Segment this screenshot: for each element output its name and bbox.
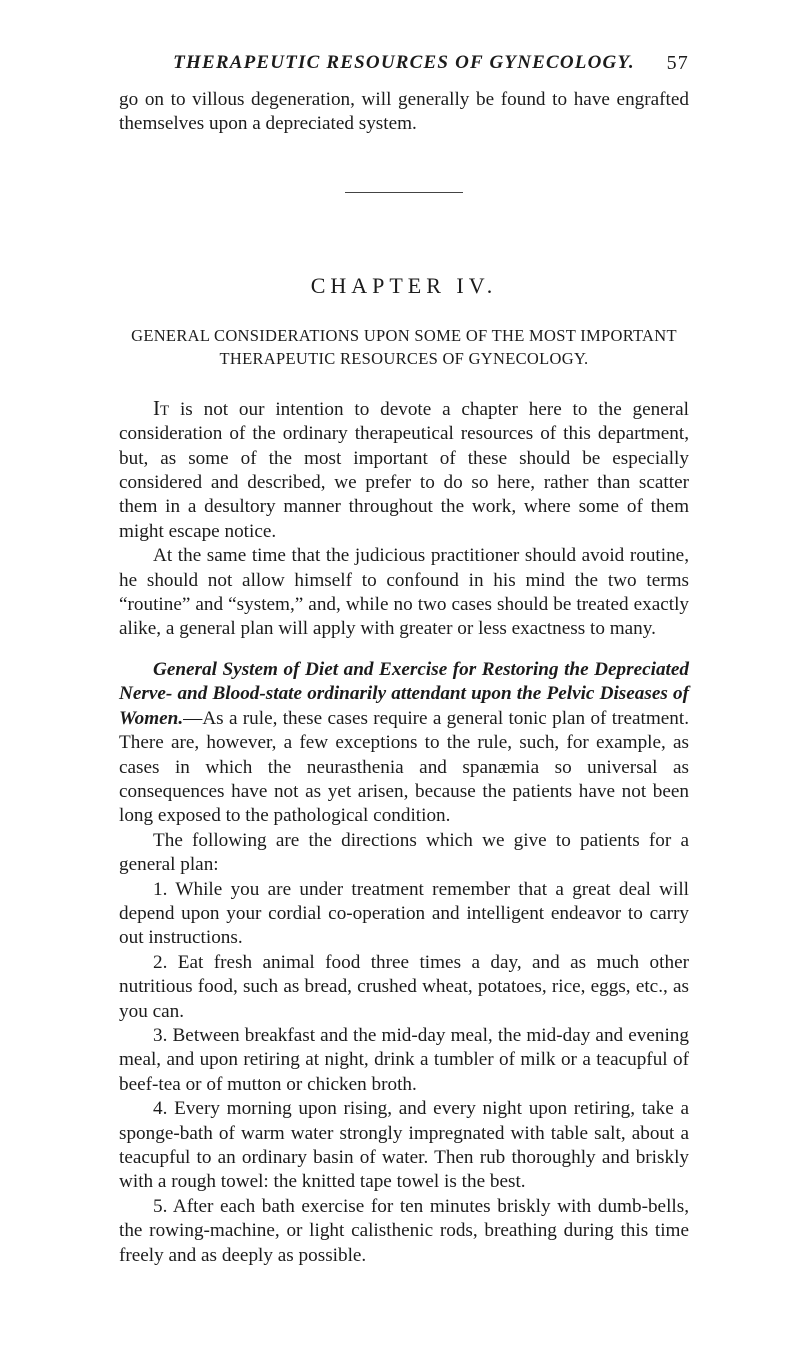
direction-item: 1. While you are under treatment remember that a great deal will depend upon your cordial co-operation and intelligent endeavor to carry out instructions. xyxy=(119,878,689,949)
section-divider xyxy=(345,192,463,193)
running-head xyxy=(119,52,689,82)
directions-intro: The following are the directions which we give to patients for a general plan: xyxy=(119,829,689,876)
chapter-title: GENERAL CONSIDERATIONS UPON SOME OF THE MOST IMPORTANT THERAPEUTIC RESOURCES OF GYNECOLOGY. xyxy=(131,325,677,368)
continuation-paragraph: go on to villous degeneration, will generally be found to have engrafted themselves upon a depreciated system. xyxy=(119,89,689,135)
direction-item: 2. Eat fresh animal food three times a day, and as much other nutritious food, such as bread, crushed wheat, potatoes, rice, eggs, etc., as you can. xyxy=(119,951,689,1022)
book-page xyxy=(119,52,689,1268)
running-head-title: THERAPEUTIC RESOURCES OF GYNECOLOGY. xyxy=(173,52,635,73)
intro-paragraph-1-text: is not our intention to devote a chapter here to the general consideration of the ordinary therapeutical resources of this department, but, as some of the most important of these should be especially considered and described, we prefer to do so here, rather than scatter them in a desultory manner throughout the work, where some of them might escape notice. xyxy=(119,398,689,542)
direction-item: 4. Every morning upon rising, and every night upon retiring, take a sponge-bath of warm water strongly impregnated with table salt, about a teacupful to an ordinary basin of water. Then rub thoroughly and briskly with a rough towel: the knitted tape towel is the best. xyxy=(119,1098,689,1193)
section-heading: General System of Diet and Exercise for Restoring the Depreciated Nerve- and Blood-state ordinarily attendant upon the Pelvic Diseases of Women. xyxy=(119,658,689,729)
section-lead-text: —As a rule, these cases require a general tonic plan of treatment. There are, however, a few exceptions to the rule, such, for example, as cases in which the neurasthenia and spanæmia so universal as consequences have not as yet arisen, because the patients have not been long exposed to the pathological condition. xyxy=(119,707,689,827)
drop-word: It xyxy=(153,395,170,420)
intro-paragraph-1 xyxy=(119,396,689,544)
section-paragraph xyxy=(119,658,689,829)
intro-paragraph-2: At the same time that the judicious practitioner should avoid routine, he should not allow himself to confound in his mind the two terms “routine” and “system,” and, while no two cases should be treated exactly alike, a general plan will apply with greater or less exactness to many. xyxy=(119,545,689,640)
chapter-number: CHAPTER IV. xyxy=(310,272,498,298)
direction-item: 3. Between breakfast and the mid-day meal, the mid-day and evening meal, and upon retiring at night, drink a tumbler of milk or a teacupful of beef-tea or of mutton or chicken broth. xyxy=(119,1024,689,1095)
direction-item: 5. After each bath exercise for ten minutes briskly with dumb-bells, the rowing-machine, or light calisthenic rods, breathing during this time freely and as deeply as possible. xyxy=(119,1195,689,1266)
page-number: 57 xyxy=(666,52,689,74)
